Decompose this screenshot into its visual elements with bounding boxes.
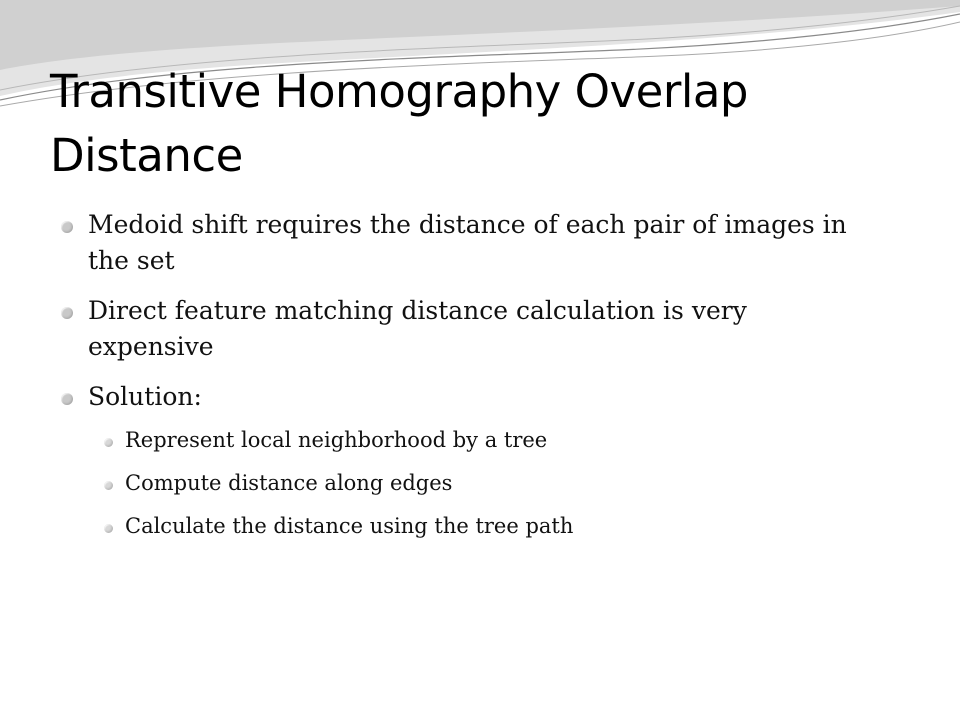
bullet-text: Medoid shift requires the distance of each pair of images in the set [88,210,847,275]
sub-bullet-text: Represent local neighborhood by a tree [125,428,548,452]
sub-bullet-text: Compute distance along edges [125,471,453,495]
sub-bullet-text: Calculate the distance using the tree path [125,514,574,538]
sub-bullet-group [0,425,960,541]
sub-bullet-dot-icon [104,524,113,533]
sub-bullet-list [0,425,960,541]
bullet-dot-icon [61,307,73,319]
bullet-item [0,293,960,365]
bullet-item [0,207,960,279]
sub-bullet-item [0,425,960,455]
bullet-dot-icon [61,221,73,233]
sub-bullet-dot-icon [104,438,113,447]
sub-bullet-dot-icon [104,481,113,490]
bullet-item [0,379,960,415]
sub-bullet-item [0,468,960,498]
bullet-list [0,207,960,554]
bullet-text: Direct feature matching distance calculation is very expensive [88,296,747,361]
sub-bullet-item [0,511,960,541]
slide-title: Transitive Homography Overlap Distance [50,65,748,182]
bullet-dot-icon [61,393,73,405]
bullet-text: Solution: [88,382,202,411]
